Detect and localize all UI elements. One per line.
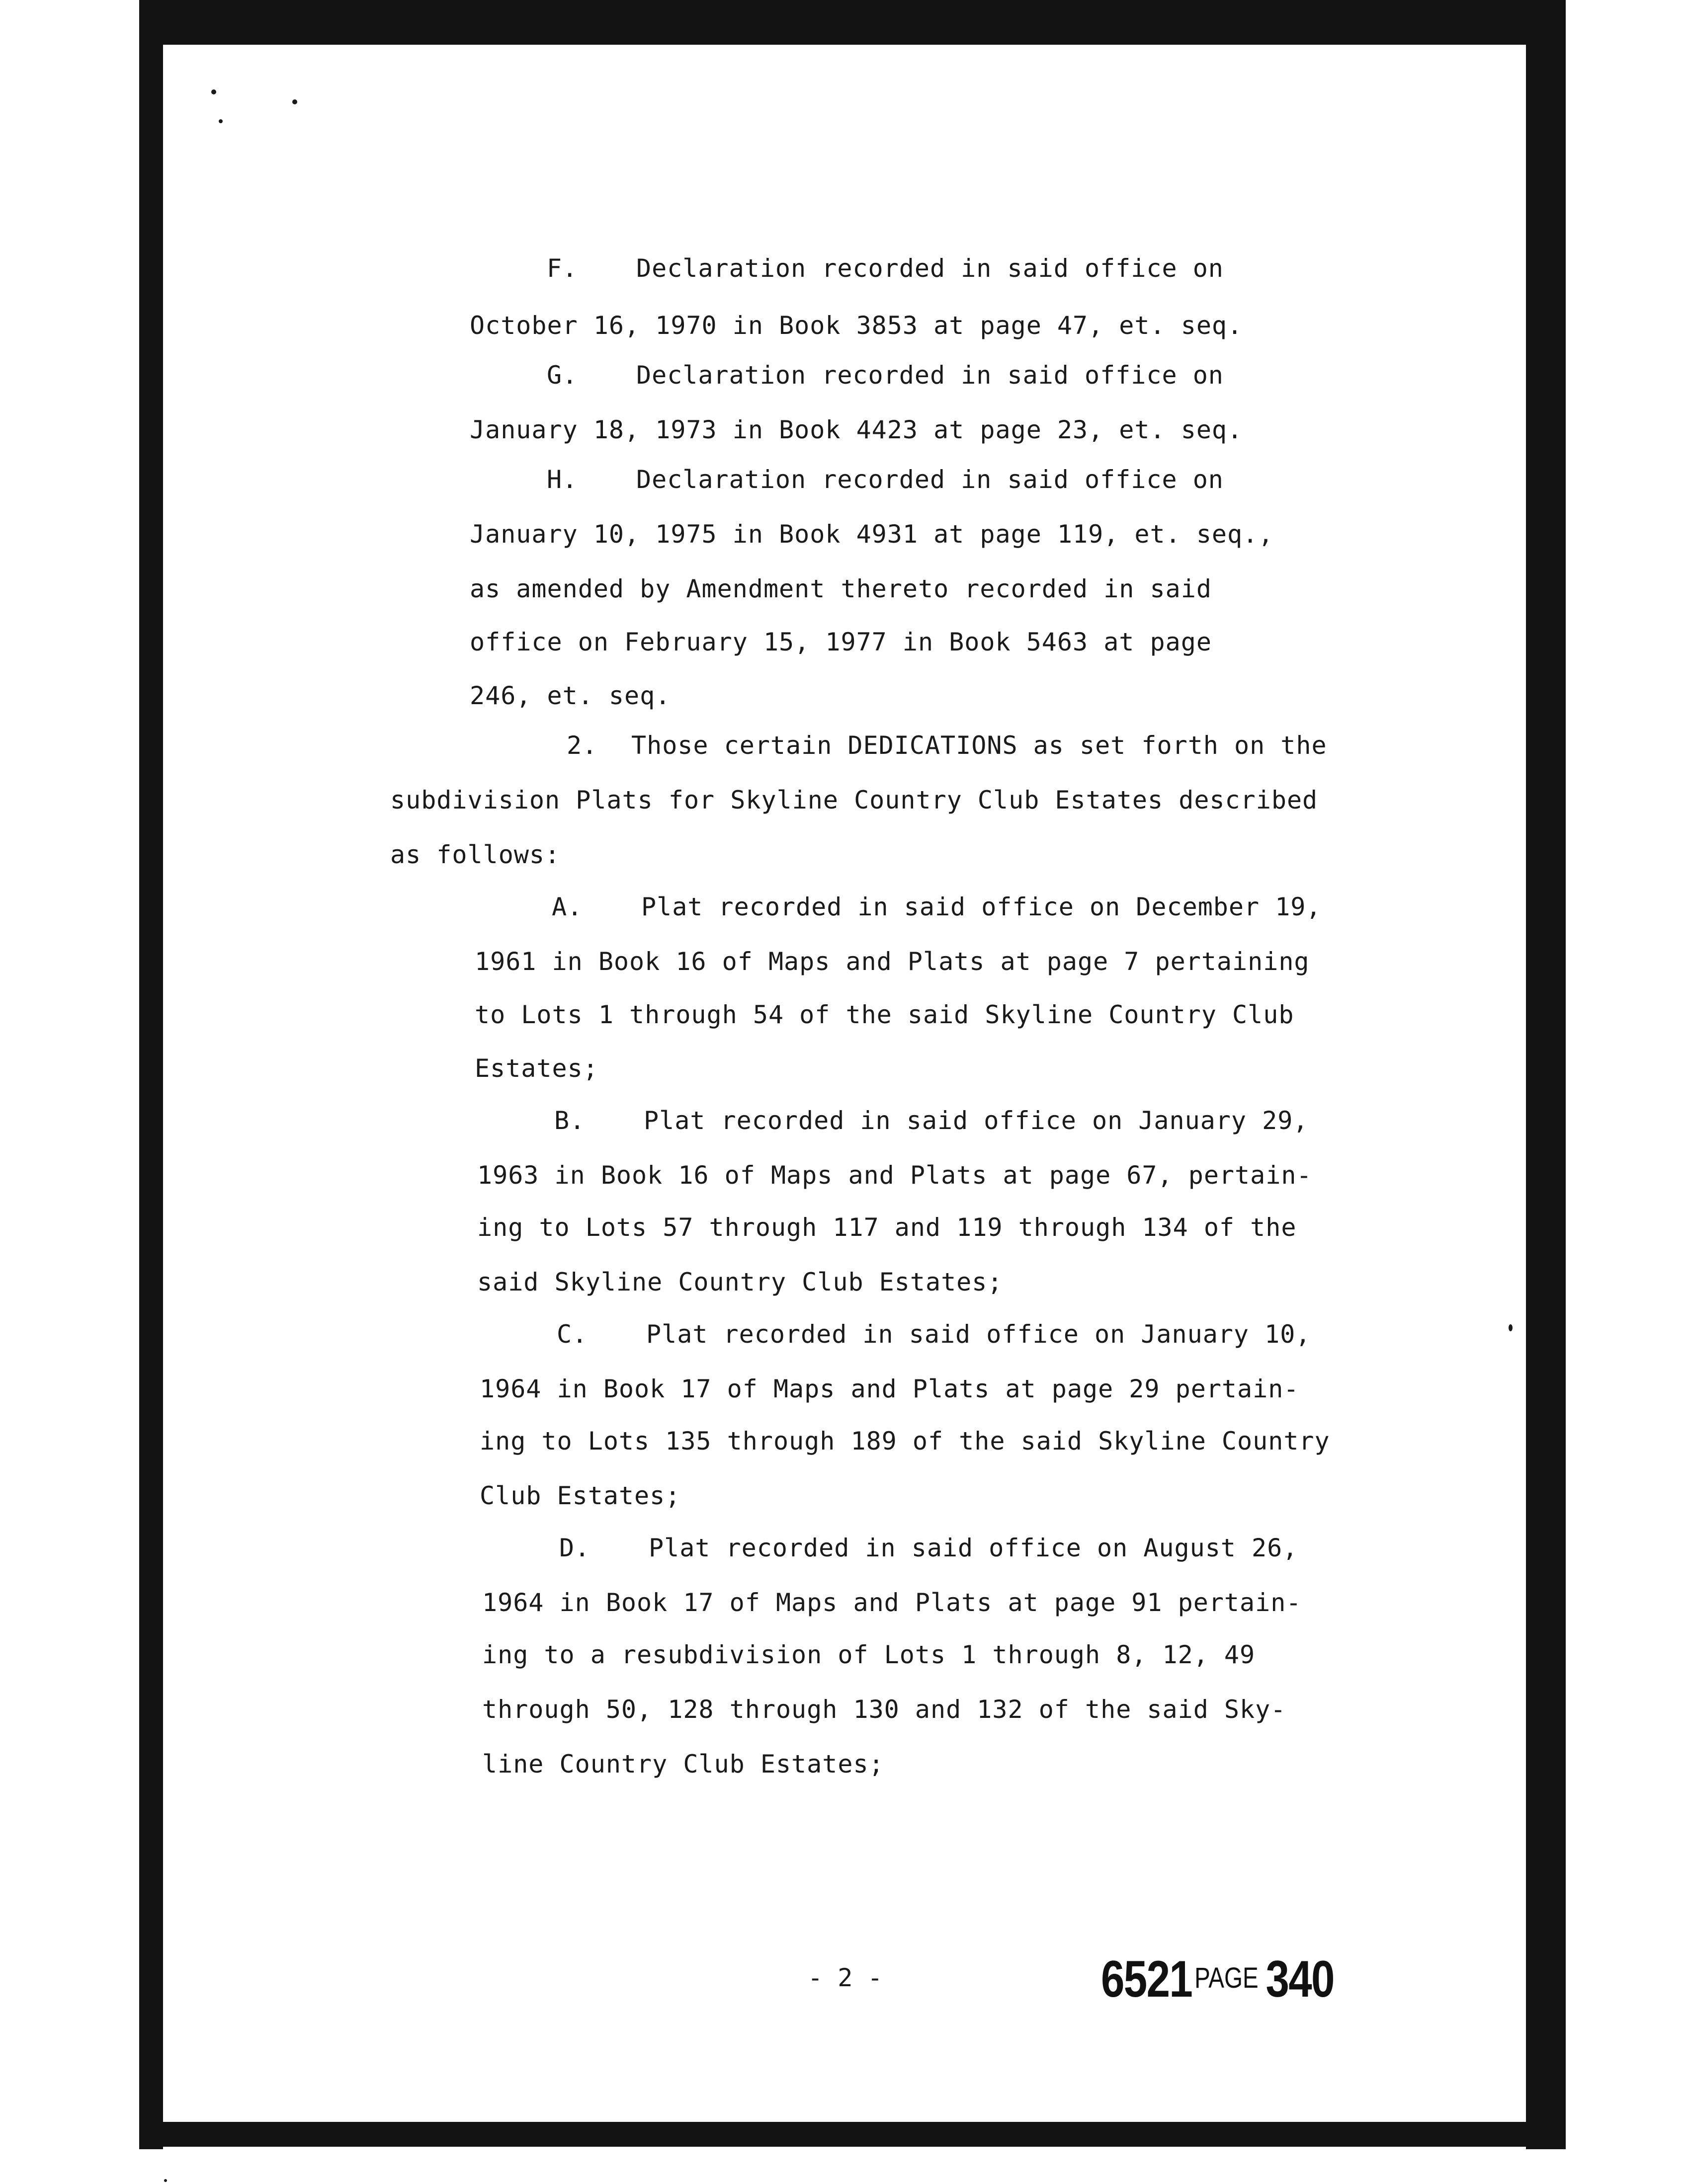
para-d-text-3: ing to a resubdivision of Lots 1 through 8, 12, 49 [482,1640,1256,1669]
para-h-label: H. [547,465,578,494]
page-sheet [163,45,1526,2122]
para-b-label: B. [554,1106,586,1135]
para-d-line-4 [482,1695,1286,1724]
para-g-text-1: Declaration recorded in said office on [636,361,1224,390]
item-2-text-2: subdivision Plats for Skyline Country Club Estates described [390,786,1318,814]
item-2-line-3 [390,840,560,870]
scan-speck [211,89,216,94]
para-d-text-1: Plat recorded in said office on August 26, [649,1534,1298,1562]
para-d-label: D. [559,1534,591,1562]
para-f-text-2: October 16, 1970 in Book 3853 at page 47, et. seq. [470,311,1243,340]
item-2-line-2 [390,785,1318,815]
scan-speck [292,99,297,104]
para-b-text-3: ing to Lots 57 through 117 and 119 through 134 of the [477,1213,1297,1242]
para-a-label: A. [552,892,583,921]
para-h-text-1: Declaration recorded in said office on [636,465,1224,494]
para-b-text-2: 1963 in Book 16 of Maps and Plats at page 67, pertain- [477,1161,1312,1190]
para-h-line-5 [470,681,671,711]
stamp-page-word: PAGE [1194,1962,1259,1994]
para-c-text-2: 1964 in Book 17 of Maps and Plats at page 29 pertain- [480,1375,1299,1403]
para-g-label: G. [547,361,578,390]
para-b-text-1: Plat recorded in said office on January 29, [644,1106,1309,1135]
stamp-page-number: 340 [1266,1950,1334,2008]
item-2-text-3: as follows: [390,840,561,869]
para-b-line-3 [477,1213,1296,1242]
para-b-line-1 [554,1106,1308,1135]
para-d-line-3 [482,1640,1255,1670]
para-c-text-3: ing to Lots 135 through 189 of the said Skyline Country [480,1427,1330,1456]
para-a-line-4 [475,1053,598,1083]
para-h-line-1 [547,465,1224,494]
scan-border-right [1526,0,1566,2149]
scan-speck [1509,1324,1513,1331]
para-h-text-3: as amended by Amendment thereto recorded in said [470,574,1212,603]
para-h-text-2: January 10, 1975 in Book 4931 at page 119, et. seq., [470,520,1274,549]
item-2-text-1: Those certain DEDICATIONS as set forth on the [631,731,1327,760]
para-c-line-2 [480,1374,1299,1404]
para-h-line-2 [470,519,1273,549]
para-b-line-2 [477,1160,1312,1190]
para-a-text-4: Estates; [475,1054,598,1083]
para-h-text-4: office on February 15, 1977 in Book 5463 at page [470,628,1212,656]
scan-border-bottom [139,2122,1566,2147]
para-a-line-1 [552,892,1322,922]
para-a-text-2: 1961 in Book 16 of Maps and Plats at page 7 pertaining [475,947,1310,976]
item-2-line-1 [567,730,1327,760]
book-number: 6521 [1101,1950,1192,2008]
para-g-line-2 [470,415,1243,445]
para-g-line-1 [547,360,1224,390]
para-c-text-4: Club Estates; [480,1481,681,1510]
para-c-line-3 [480,1426,1330,1456]
para-d-line-1 [559,1533,1298,1563]
para-d-text-4: through 50, 128 through 130 and 132 of the said Sky- [482,1695,1286,1724]
para-d-text-5: line Country Club Estates; [482,1750,884,1779]
para-c-line-1 [557,1319,1311,1349]
para-f-text-1: Declaration recorded in said office on [636,254,1224,283]
item-2-label: 2. [567,731,598,760]
scan-speck [164,2179,167,2182]
para-a-text-1: Plat recorded in said office on December 19, [641,892,1322,921]
scan-speck [219,119,223,123]
scan-border-left [139,0,163,2149]
para-b-line-4 [477,1267,1003,1297]
para-h-text-5: 246, et. seq. [470,681,671,710]
para-a-line-3 [475,1000,1294,1030]
para-d-text-2: 1964 in Book 17 of Maps and Plats at page 91 pertain- [482,1588,1302,1617]
para-h-line-4 [470,627,1212,657]
para-f-label: F. [547,254,578,283]
para-d-line-2 [482,1588,1301,1618]
para-f-line-1 [547,253,1224,283]
para-d-line-5 [482,1749,884,1779]
book-page-stamp [1101,1950,1334,2007]
scan-border-top [139,0,1553,45]
page-number: - 2 - [808,1963,883,1992]
para-c-line-4 [480,1481,680,1511]
para-c-text-1: Plat recorded in said office on January 10, [646,1320,1311,1349]
para-h-line-3 [470,574,1212,604]
para-b-text-4: said Skyline Country Club Estates; [477,1268,1003,1296]
para-c-label: C. [557,1320,588,1349]
para-f-line-2 [470,311,1243,340]
para-a-text-3: to Lots 1 through 54 of the said Skyline Country Club [475,1000,1294,1029]
para-a-line-2 [475,947,1310,976]
para-g-text-2: January 18, 1973 in Book 4423 at page 23, et. seq. [470,415,1243,444]
